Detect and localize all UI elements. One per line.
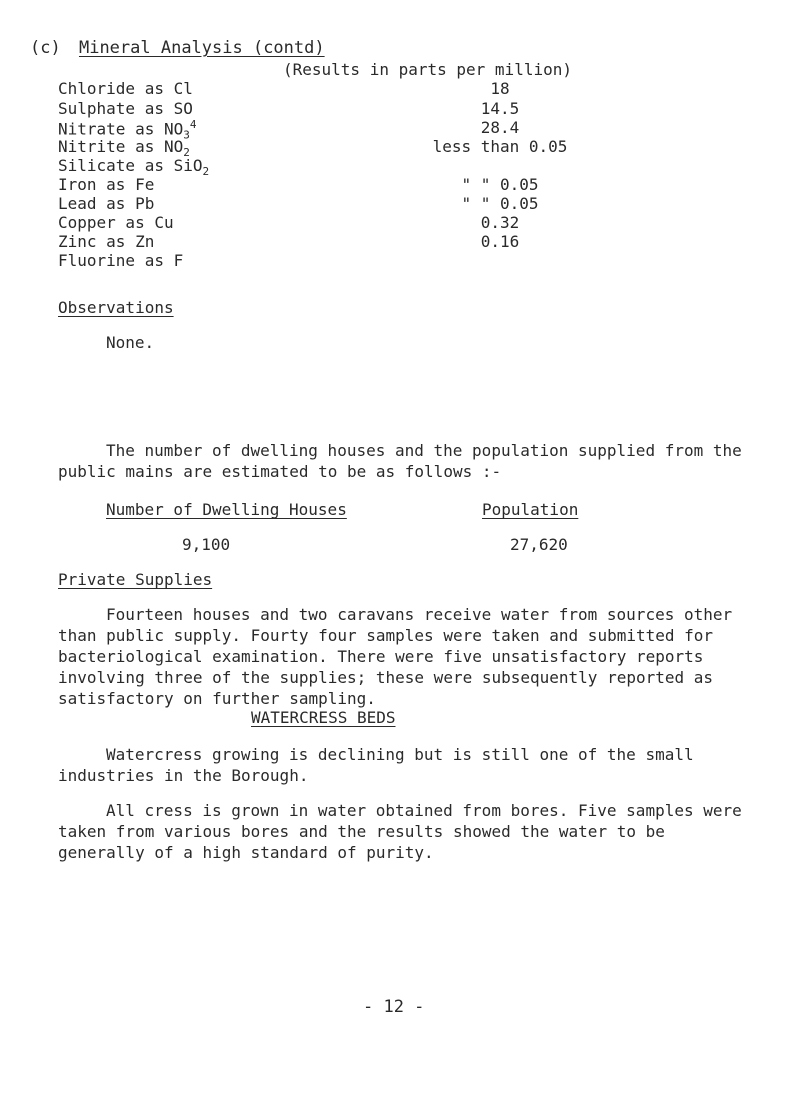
observations-heading: Observations	[58, 298, 174, 317]
row-value: " " 0.05	[461, 175, 539, 194]
row-value: 14.5	[480, 99, 520, 118]
table-row	[58, 251, 778, 271]
section-prefix: (c)	[30, 38, 61, 58]
row-label: Lead as Pb	[58, 194, 155, 213]
row-value: 18	[490, 79, 510, 98]
row-label: Fluorine as F	[58, 251, 184, 270]
observations-text: None.	[106, 333, 155, 352]
table-row	[58, 99, 778, 119]
private-supplies-heading: Private Supplies	[58, 570, 213, 589]
watercress-heading: WATERCRESS BEDS	[251, 708, 396, 727]
table-row	[58, 79, 778, 99]
dwellings-count: 9,100	[182, 535, 231, 554]
table-row	[58, 137, 778, 160]
row-label: Silicate as SiO$_2$	[58, 156, 210, 179]
section-heading	[30, 38, 325, 58]
table-row	[58, 194, 778, 214]
row-value: 0.32	[480, 213, 520, 232]
dwellings-col1-header: Number of Dwelling Houses	[106, 500, 347, 519]
page-number: - 12 -	[363, 997, 425, 1017]
section-title: Mineral Analysis (contd)	[78, 38, 325, 58]
dwellings-col2-header: Population	[482, 500, 579, 519]
row-value: " " 0.05	[461, 194, 539, 213]
row-label: Nitrite as $NO_2$	[58, 137, 190, 160]
private-supplies-text: Fourteen houses and two caravans receive water from sources other than public supply. Fourty four samples were taken and submitted for bacteriological examination. There were five unsatisfactory reports involving three of the supplies; these were subsequently reported as satisfactory on further sampling.	[58, 605, 733, 708]
table-row	[58, 156, 778, 179]
results-header: (Results in parts per million)	[283, 60, 572, 79]
table-row	[58, 213, 778, 233]
watercress-para-1: Watercress growing is declining but is still one of the small industries in the Borough.	[58, 745, 694, 785]
watercress-para-2: All cress is grown in water obtained from bores. Five samples were taken from various bores and the results showed the water to be generally of a high standard of purity.	[58, 801, 742, 862]
population-count: 27,620	[510, 535, 568, 554]
row-value: 0.16	[480, 232, 520, 251]
row-label: Copper as Cu	[58, 213, 174, 232]
row-label: Iron as Fe	[58, 175, 155, 194]
table-row	[58, 175, 778, 195]
table-row	[58, 232, 778, 252]
row-value: less than 0.05	[432, 137, 568, 156]
row-label: Chloride as Cl	[58, 79, 193, 98]
row-value: 28.4	[480, 118, 520, 137]
dwellings-intro: The number of dwelling houses and the population supplied from the public mains are estimated to be as follows :-	[58, 441, 742, 481]
row-label: Nitrate as $NO_3^4$	[58, 118, 197, 142]
row-label: Zinc as Zn	[58, 232, 155, 251]
row-label: Sulphate as SO	[58, 99, 193, 118]
table-row	[58, 118, 778, 142]
